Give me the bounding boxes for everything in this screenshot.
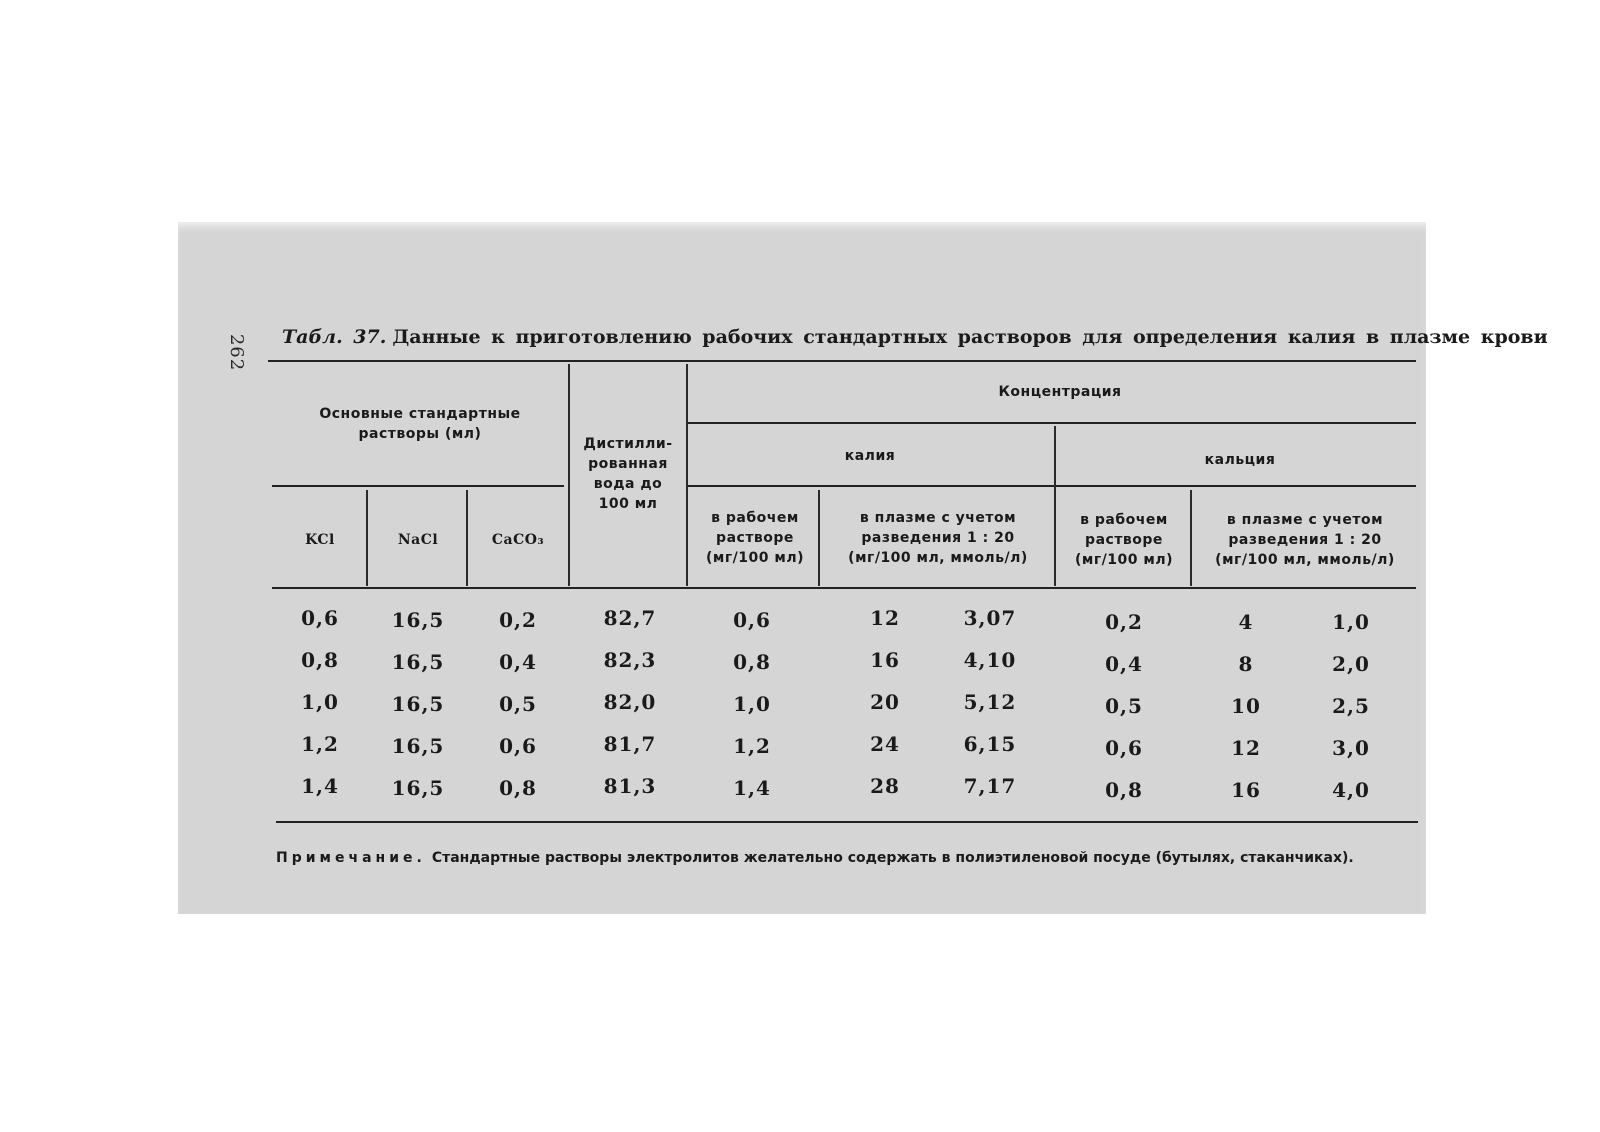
cell-caco3: 0,2 (499, 608, 537, 632)
cell-k-plasma-mmol: 7,17 (963, 774, 1017, 798)
cell-k-work: 0,8 (733, 650, 771, 674)
cell-kcl: 1,2 (301, 732, 339, 756)
cell-water: 81,3 (603, 774, 657, 798)
header-base-solutions: Основные стандартные растворы (мл) (319, 406, 521, 442)
note-label: Примечание. (276, 850, 426, 866)
cell-caco3: 0,8 (499, 776, 537, 800)
cell-kcl: 1,0 (301, 690, 339, 714)
cell-caco3: 0,5 (499, 692, 537, 716)
page-number: 262 (226, 333, 248, 372)
cell-k-work: 0,6 (733, 608, 771, 632)
cell-caco3: 0,4 (499, 650, 537, 674)
cell-kcl: 1,4 (301, 774, 339, 798)
cell-ca-plasma-mmol: 4,0 (1332, 778, 1370, 802)
cell-ca-plasma-mmol: 2,5 (1332, 694, 1370, 718)
cell-water: 82,0 (603, 690, 657, 714)
cell-ca-work: 0,8 (1105, 778, 1143, 802)
cell-water: 82,3 (603, 648, 657, 672)
vline-k-work-plasma (818, 490, 820, 586)
cell-nacl: 16,5 (391, 692, 445, 716)
cell-ca-plasma-mg: 4 (1238, 610, 1254, 634)
cell-nacl: 16,5 (391, 650, 445, 674)
cell-ca-plasma-mg: 16 (1231, 778, 1261, 802)
vline-kcl-nacl (366, 490, 368, 586)
base-solutions-rule (272, 485, 564, 487)
cell-k-plasma-mmol: 3,07 (963, 606, 1017, 630)
caption-prefix: Табл. 37. (282, 326, 387, 348)
header-kcl: KCl (305, 532, 335, 548)
table-caption (282, 326, 1548, 348)
cell-water: 82,7 (603, 606, 657, 630)
vline-potassium-calcium (1054, 426, 1056, 586)
cell-ca-plasma-mmol: 1,0 (1332, 610, 1370, 634)
cell-nacl: 16,5 (391, 734, 445, 758)
cell-water: 81,7 (603, 732, 657, 756)
cell-k-work: 1,2 (733, 734, 771, 758)
cell-k-plasma-mmol: 4,10 (963, 648, 1017, 672)
concentration-rule (688, 422, 1416, 424)
header-distilled-water: Дистилли-рованная вода до 100 мл (583, 436, 673, 512)
cell-caco3: 0,6 (499, 734, 537, 758)
bottom-rule (276, 821, 1418, 823)
cell-ca-work: 0,2 (1105, 610, 1143, 634)
cell-k-plasma-mg: 28 (870, 774, 900, 798)
cell-ca-work: 0,6 (1105, 736, 1143, 760)
cell-ca-work: 0,4 (1105, 652, 1143, 676)
vline-after-base (568, 364, 570, 586)
vline-ca-work-plasma (1190, 490, 1192, 586)
cell-ca-plasma-mg: 8 (1238, 652, 1254, 676)
cell-k-plasma-mg: 20 (870, 690, 900, 714)
cell-ca-plasma-mmol: 2,0 (1332, 652, 1370, 676)
vline-nacl-caco3 (466, 490, 468, 586)
cell-ca-plasma-mg: 10 (1231, 694, 1261, 718)
header-k-plasma: в плазме с учетом разведения 1 : 20 (мг/100 мл, ммоль/л) (848, 510, 1028, 566)
header-concentration: Концентрация (998, 384, 1122, 400)
cell-nacl: 16,5 (391, 608, 445, 632)
header-caco3: CaCO₃ (491, 532, 545, 548)
cell-ca-work: 0,5 (1105, 694, 1143, 718)
top-rule (268, 360, 1416, 362)
cell-k-plasma-mg: 12 (870, 606, 900, 630)
cell-kcl: 0,8 (301, 648, 339, 672)
subgroup-rule (688, 485, 1416, 487)
cell-ca-plasma-mg: 12 (1231, 736, 1261, 760)
cell-nacl: 16,5 (391, 776, 445, 800)
header-nacl: NaCl (397, 532, 439, 548)
note-text: Стандартные растворы электролитов желательно содержать в полиэтиленовой посуде (бутылях, стаканчиках). (431, 850, 1354, 866)
header-ca-plasma: в плазме с учетом разведения 1 : 20 (мг/100 мл, ммоль/л) (1215, 512, 1395, 568)
cell-k-plasma-mmol: 5,12 (963, 690, 1017, 714)
header-k-working-solution: в рабочем растворе (мг/100 мл) (706, 510, 804, 566)
header-ca-working-solution: в рабочем растворе (мг/100 мл) (1075, 512, 1173, 568)
cell-ca-plasma-mmol: 3,0 (1332, 736, 1370, 760)
cell-k-work: 1,4 (733, 776, 771, 800)
cell-k-plasma-mg: 16 (870, 648, 900, 672)
header-calcium: кальция (1204, 452, 1276, 468)
cell-kcl: 0,6 (301, 606, 339, 630)
header-potassium: калия (844, 448, 896, 464)
table-note (276, 851, 1414, 866)
cell-k-plasma-mg: 24 (870, 732, 900, 756)
cell-k-plasma-mmol: 6,15 (963, 732, 1017, 756)
vline-after-water (686, 364, 688, 586)
header-bottom-rule (272, 587, 1416, 589)
caption-text: Данные к приготовлению рабочих стандартных растворов для определения калия в плазме крови (392, 326, 1548, 348)
cell-k-work: 1,0 (733, 692, 771, 716)
